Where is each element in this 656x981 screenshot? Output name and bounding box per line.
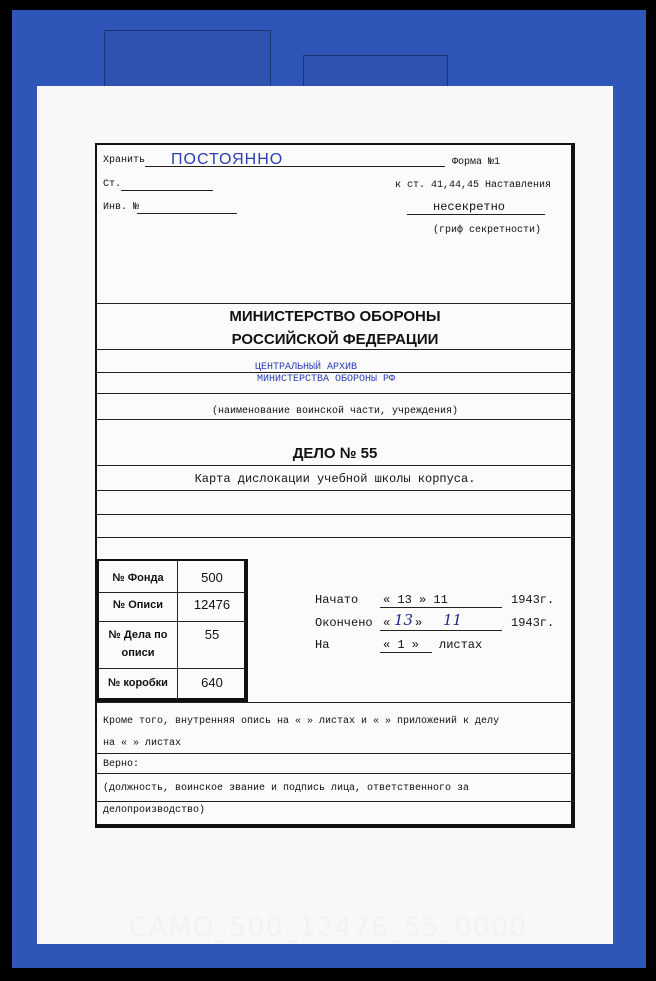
box-label: № коробки bbox=[108, 677, 168, 689]
ministry-line-2: РОССИЙСКОЙ ФЕДЕРАЦИИ bbox=[231, 331, 439, 348]
sheets-line bbox=[380, 652, 432, 653]
started-line bbox=[380, 607, 502, 608]
inventory-line-1: Кроме того, внутренняя опись на « » листах и « » приложений к делу bbox=[103, 716, 500, 727]
ended-year: 1943г. bbox=[511, 616, 555, 630]
ended-close-quote: » bbox=[415, 616, 423, 630]
folder-label-tab bbox=[104, 30, 271, 90]
fond-value: 500 bbox=[201, 570, 223, 585]
sheets-label: На bbox=[315, 638, 330, 652]
keep-label: Хранить bbox=[103, 155, 146, 166]
rule bbox=[97, 537, 573, 538]
archive-form bbox=[95, 143, 575, 828]
keep-value-stamp: ПОСТОЯННО bbox=[171, 151, 284, 168]
case-title: ДЕЛО № 55 bbox=[292, 445, 378, 462]
ended-open-quote: « bbox=[383, 616, 391, 630]
folder-label-tab bbox=[303, 55, 448, 90]
rule bbox=[97, 773, 573, 774]
delo-label-line-2: описи bbox=[121, 647, 155, 659]
sheets-count: « 1 » bbox=[383, 638, 420, 652]
rule bbox=[97, 514, 573, 515]
rule bbox=[97, 419, 573, 420]
rule bbox=[97, 372, 573, 373]
archive-stamp-line-1: ЦЕНТРАЛЬНЫЙ АРХИВ bbox=[255, 362, 358, 373]
table-divider bbox=[177, 561, 178, 700]
sheets-word: листах bbox=[439, 638, 483, 652]
case-description: Карта дислокации учебной школы корпуса. bbox=[194, 472, 476, 486]
rule bbox=[97, 303, 573, 304]
inv-line bbox=[137, 213, 237, 214]
inventory-line-2: на « » листах bbox=[103, 738, 182, 749]
rule bbox=[97, 490, 573, 491]
ended-line bbox=[380, 630, 502, 631]
rule bbox=[97, 702, 573, 703]
rule bbox=[97, 349, 573, 350]
secrecy-line bbox=[407, 214, 545, 215]
fond-label: № Фонда bbox=[112, 572, 164, 584]
st-label: Ст. bbox=[103, 179, 122, 190]
rule bbox=[99, 621, 246, 622]
st-line bbox=[121, 190, 213, 191]
box-value: 640 bbox=[201, 675, 223, 690]
rule bbox=[97, 465, 573, 466]
signature-caption-line-1: (должность, воинское звание и подпись лица, ответственного за bbox=[103, 783, 470, 794]
ended-label: Окончено bbox=[315, 616, 373, 630]
archive-stamp-line-2: МИНИСТЕРСТВА ОБОРОНЫ РФ bbox=[257, 374, 396, 385]
rule bbox=[97, 801, 573, 802]
rule bbox=[97, 753, 573, 754]
secrecy-value: несекретно bbox=[433, 200, 506, 214]
delo-value: 55 bbox=[204, 627, 220, 642]
delo-label-line-1: № Дела по bbox=[108, 629, 168, 641]
rule bbox=[99, 592, 246, 593]
archive-file-caption: CAMO_500_12476_55_0000 bbox=[128, 912, 528, 943]
signature-caption-line-2: делопроизводство) bbox=[103, 805, 206, 816]
ended-day-handwritten: 13 bbox=[394, 611, 414, 629]
secrecy-caption: (гриф секретности) bbox=[433, 225, 542, 236]
case-id-table bbox=[97, 559, 248, 702]
unit-caption: (наименование воинской части, учреждения) bbox=[211, 406, 459, 417]
opis-label: № Описи bbox=[112, 599, 164, 611]
opis-value: 12476 bbox=[193, 597, 231, 612]
started-label: Начато bbox=[315, 593, 359, 607]
verified-label: Верно: bbox=[103, 759, 140, 770]
form-number: Форма №1 bbox=[452, 157, 501, 168]
regulation-text: к ст. 41,44,45 Наставления bbox=[395, 180, 552, 191]
rule bbox=[97, 393, 573, 394]
started-date: « 13 » 11 bbox=[383, 593, 448, 607]
started-year: 1943г. bbox=[511, 593, 555, 607]
ended-month-handwritten: 11 bbox=[443, 611, 463, 629]
ministry-line-1: МИНИСТЕРСТВО ОБОРОНЫ bbox=[229, 308, 441, 325]
rule bbox=[99, 668, 246, 669]
inv-label: Инв. № bbox=[103, 202, 140, 213]
